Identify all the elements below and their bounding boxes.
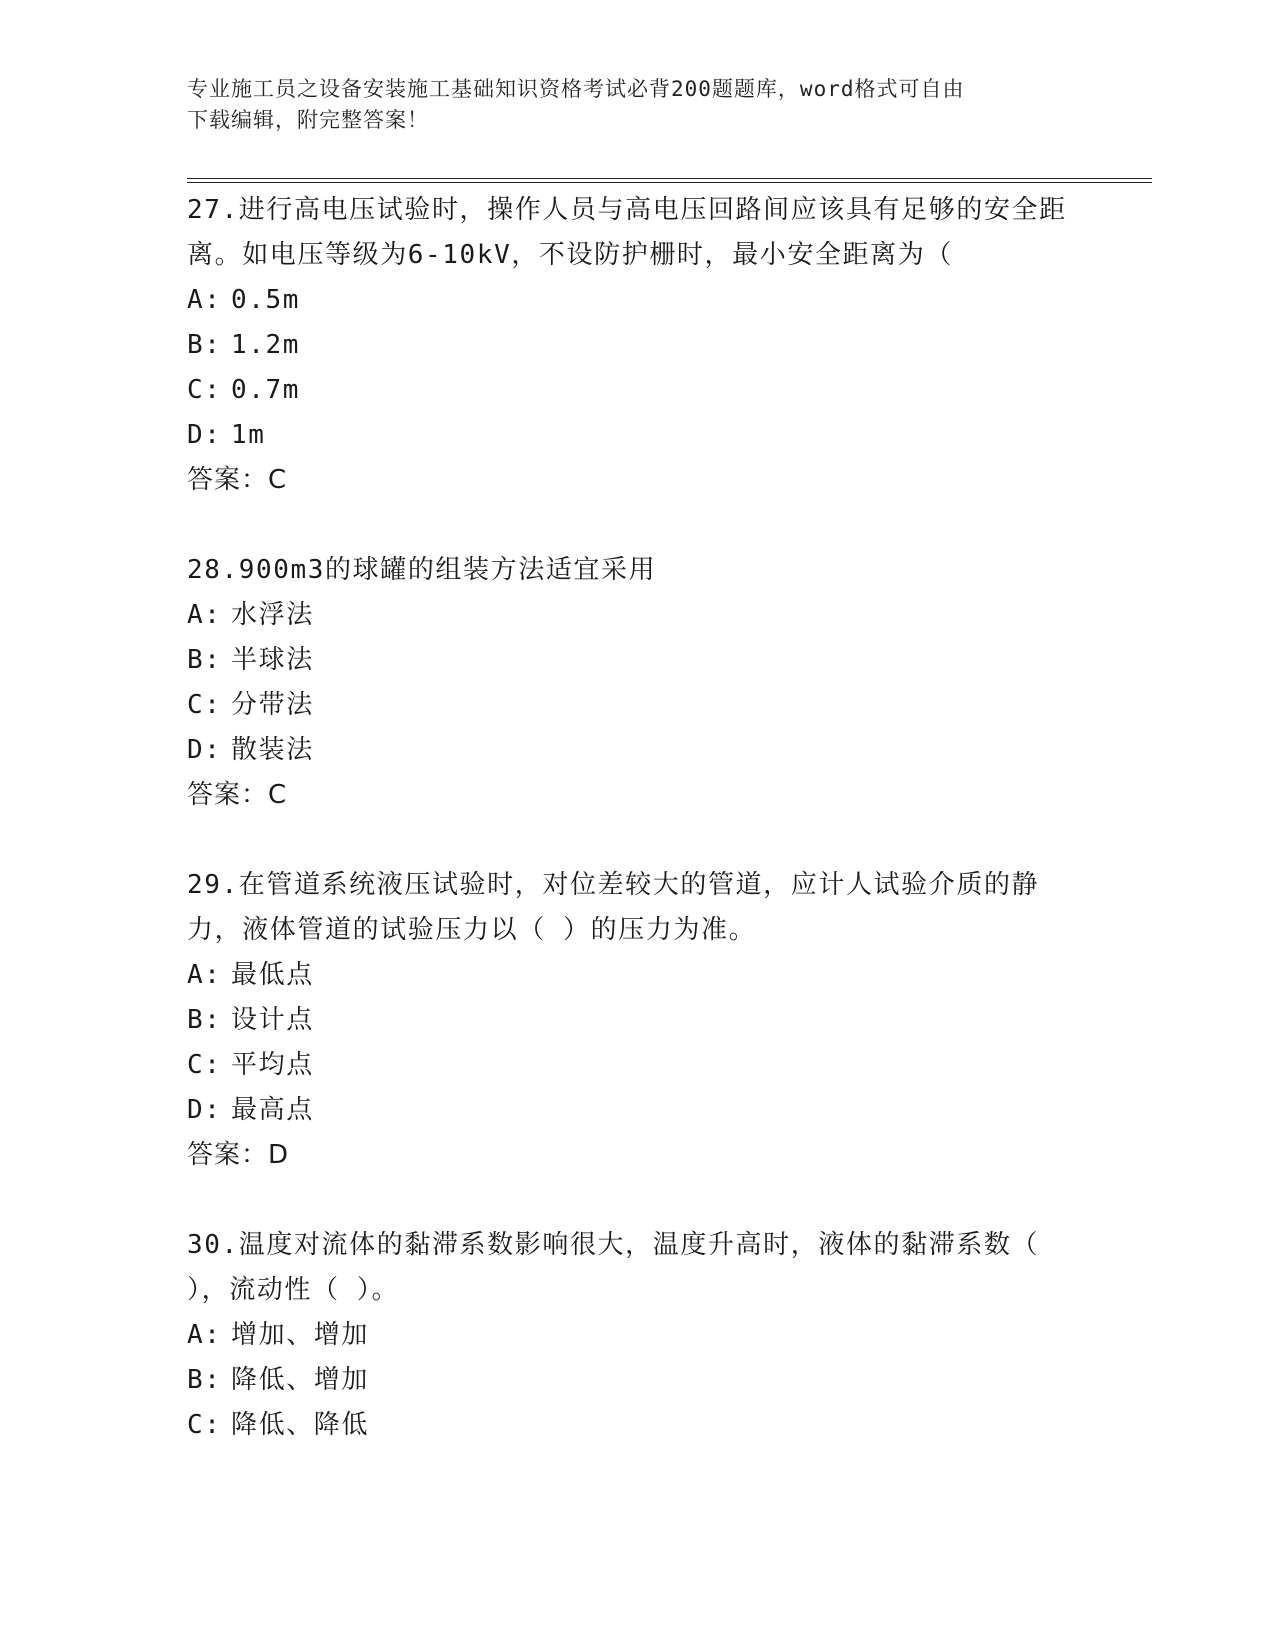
option-a [187, 953, 1077, 998]
option-c [187, 1043, 1077, 1088]
question-28 [187, 548, 1077, 818]
option-text: 1m [231, 420, 266, 450]
option-label: D: [187, 1095, 222, 1125]
question-27 [187, 188, 1077, 503]
option-label: C: [187, 1050, 222, 1080]
option-label: C: [187, 1410, 222, 1440]
question-30 [187, 1223, 1077, 1448]
header-line-2: 下载编辑，附完整答案！ [187, 108, 429, 132]
option-text: 最低点 [231, 960, 314, 990]
option-a [187, 593, 1077, 638]
option-label: B: [187, 1005, 222, 1035]
option-text: 水浮法 [231, 600, 314, 630]
option-a [187, 1313, 1077, 1358]
option-label: D: [187, 735, 222, 765]
option-text: 平均点 [231, 1050, 314, 1080]
header-line-1: 专业施工员之设备安装施工基础知识资格考试必背200题题库，word格式可自由 [187, 77, 965, 101]
question-text: 30.温度对流体的黏滞系数影响很大，温度升高时，液体的黏滞系数（ ），流动性（ ）。 [187, 1230, 1040, 1305]
option-b [187, 998, 1077, 1043]
option-label: D: [187, 420, 222, 450]
option-label: A: [187, 600, 222, 630]
option-text: 分带法 [231, 690, 314, 720]
question-text: 27.进行高电压试验时，操作人员与高电压回路间应该具有足够的安全距离。如电压等级为6-10kV，不设防护栅时，最小安全距离为（ [187, 195, 1067, 270]
option-c [187, 368, 1077, 413]
option-text: 散装法 [231, 735, 314, 765]
option-b [187, 1358, 1077, 1403]
answer: 答案：C [187, 465, 288, 495]
option-c [187, 683, 1077, 728]
option-text: 降低、降低 [231, 1410, 370, 1440]
option-label: B: [187, 330, 222, 360]
answer: 答案：C [187, 780, 288, 810]
option-text: 设计点 [231, 1005, 314, 1035]
option-label: A: [187, 285, 222, 315]
option-label: A: [187, 960, 222, 990]
option-label: B: [187, 645, 222, 675]
question-spacer [187, 1178, 1077, 1223]
header-divider-top [187, 178, 1152, 179]
question-29 [187, 863, 1077, 1178]
question-text: 28.900m3的球罐的组装方法适宜采用 [187, 555, 657, 585]
option-b [187, 323, 1077, 368]
option-a [187, 278, 1077, 323]
question-text: 29.在管道系统液压试验时，对位差较大的管道，应计人试验介质的静力，液体管道的试验压力以（ ）的压力为准。 [187, 870, 1040, 945]
option-text: 最高点 [231, 1095, 314, 1125]
option-text: 0.5m [231, 285, 301, 315]
option-label: C: [187, 375, 222, 405]
document-header [187, 74, 1087, 136]
option-b [187, 638, 1077, 683]
option-text: 0.7m [231, 375, 301, 405]
option-d [187, 1088, 1077, 1133]
option-text: 降低、增加 [231, 1365, 370, 1395]
option-text: 增加、增加 [231, 1320, 370, 1350]
header-divider-bottom [187, 182, 1152, 183]
option-label: A: [187, 1320, 222, 1350]
option-d [187, 728, 1077, 773]
option-text: 1.2m [231, 330, 301, 360]
question-list [187, 188, 1077, 1448]
answer: 答案：D [187, 1140, 290, 1170]
question-spacer [187, 503, 1077, 548]
option-label: B: [187, 1365, 222, 1395]
option-d [187, 413, 1077, 458]
option-label: C: [187, 690, 222, 720]
question-spacer [187, 818, 1077, 863]
option-c [187, 1403, 1077, 1448]
option-text: 半球法 [231, 645, 314, 675]
